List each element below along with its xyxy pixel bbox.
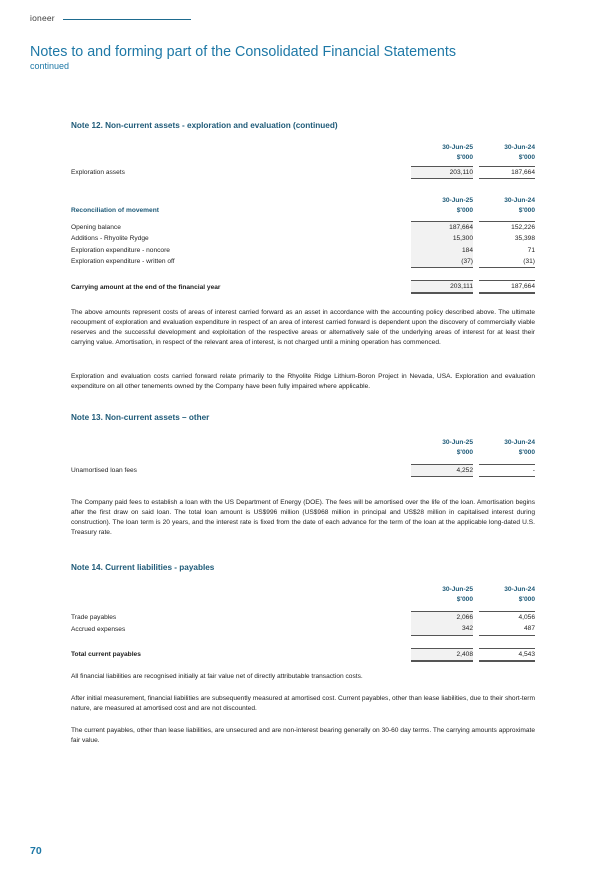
note-12-paragraph-2: Exploration and evaluation costs carried forward relate primarily to the Rhyolite Ridge Lithium-Boron Project in Nevada, USA. Exploration and evaluation expenditure on all other tenements owned by the Company have been fully impaired where applicable. bbox=[71, 373, 535, 391]
row-value-prior: 4,056 bbox=[479, 612, 535, 624]
table-total-row bbox=[71, 281, 535, 294]
row-label: Opening balance bbox=[71, 223, 121, 231]
note-12-table-reconciliation bbox=[71, 196, 535, 294]
row-value-current: 342 bbox=[411, 623, 473, 635]
table-row bbox=[71, 222, 535, 234]
row-value-current: 15,300 bbox=[411, 233, 473, 244]
row-label: Accrued expenses bbox=[71, 625, 126, 633]
total-label: Carrying amount at the end of the financial year bbox=[71, 283, 221, 291]
note-13-title: Note 13. Non-current assets – other bbox=[71, 413, 210, 422]
col-header-prior: 30-Jun-24 bbox=[504, 439, 535, 446]
note-14-table bbox=[71, 585, 535, 662]
row-value-current: 4,252 bbox=[411, 465, 473, 477]
row-value-prior: 152,226 bbox=[479, 222, 535, 234]
table-row bbox=[71, 256, 535, 268]
row-value-current: 187,664 bbox=[411, 222, 473, 234]
row-value-current: (37) bbox=[411, 256, 473, 268]
note-14-paragraph-3: The current payables, other than lease liabilities, are unsecured and are non-interest bearing generally on 30-60 day terms. The carrying amounts approximate fair value. bbox=[71, 727, 535, 745]
table-row bbox=[71, 612, 535, 624]
row-label: Exploration expenditure - noncore bbox=[71, 246, 170, 254]
col-header-current: 30-Jun-25 bbox=[442, 439, 473, 446]
col-header-current: 30-Jun-25 bbox=[442, 144, 473, 151]
brand-name: ioneer bbox=[30, 13, 55, 23]
row-value-prior: 35,398 bbox=[514, 235, 535, 243]
table-total-row bbox=[71, 648, 535, 661]
row-value-prior: - bbox=[479, 465, 535, 477]
note-12-table-assets bbox=[71, 143, 535, 179]
note-13-paragraph: The Company paid fees to establish a loan with the US Department of Energy (DOE). The fees will be amortised over the life of the loan. Amortisation begins after the first draw on said loan. The total loan amount is US$996 million (US$968 million in principal and US$28 million in capitalised interest during construction). The loan term is 20 years, and the interest rate is fixed from the date of each advance for the term of the loan at the applicable long-dated U.S. Treasury rate. bbox=[71, 499, 535, 537]
note-12-paragraph-1: The above amounts represent costs of areas of interest carried forward as an asset in accordance with the accounting policy described above. The ultimate recoupment of exploration and evaluation expenditure in respect of an area of interest carried forward is dependent upon the discovery of commercially viable reserves and the successful development and exploitation of the respective areas or alternatively sale of the underlying areas of interest for at least their carrying value. Amortisation, in respect of the relevant area of interest, is not charged until a mining operation has commenced. bbox=[71, 309, 535, 347]
note-13-table bbox=[71, 438, 535, 477]
row-value-current: 2,066 bbox=[411, 612, 473, 624]
row-label: Exploration expenditure - written off bbox=[71, 258, 175, 266]
reconciliation-heading: Reconciliation of movement bbox=[71, 207, 159, 214]
total-label: Total current payables bbox=[71, 650, 141, 658]
total-value-current: 2,408 bbox=[411, 648, 473, 661]
col-header-current: 30-Jun-25 bbox=[442, 197, 473, 204]
total-value-prior: 4,543 bbox=[479, 648, 535, 661]
row-value-prior: 187,664 bbox=[479, 167, 535, 179]
unit-header-current: $'000 bbox=[456, 154, 473, 161]
unit-header-current: $'000 bbox=[456, 207, 473, 214]
table-row bbox=[71, 623, 535, 635]
unit-header-prior: $'000 bbox=[518, 154, 535, 161]
table-row bbox=[71, 233, 535, 244]
row-value-prior: 487 bbox=[479, 623, 535, 635]
row-value-prior: (31) bbox=[479, 256, 535, 268]
unit-header-prior: $'000 bbox=[518, 449, 535, 456]
col-header-prior: 30-Jun-24 bbox=[504, 197, 535, 204]
table-row bbox=[71, 245, 535, 256]
row-value-current: 203,110 bbox=[411, 167, 473, 179]
total-value-prior: 187,664 bbox=[479, 281, 535, 294]
unit-header-current: $'000 bbox=[456, 449, 473, 456]
table-row bbox=[71, 167, 535, 179]
page-subtitle: continued bbox=[30, 61, 70, 71]
col-header-prior: 30-Jun-24 bbox=[504, 586, 535, 593]
unit-header-current: $'000 bbox=[456, 596, 473, 603]
note-14-paragraph-2: After initial measurement, financial liabilities are subsequently measured at amortised cost. Current payables, other than lease liabilities, due to their short-term nature, are measured at amortised cost and are not discounted. bbox=[71, 695, 535, 713]
note-14-title: Note 14. Current liabilities - payables bbox=[71, 563, 215, 572]
header-rule bbox=[63, 19, 191, 20]
col-header-prior: 30-Jun-24 bbox=[504, 144, 535, 151]
row-value-prior: 71 bbox=[527, 246, 535, 254]
note-12-title: Note 12. Non-current assets - exploration and evaluation (continued) bbox=[71, 121, 338, 130]
row-value-current: 184 bbox=[411, 245, 473, 256]
row-label: Trade payables bbox=[71, 613, 117, 621]
col-header-current: 30-Jun-25 bbox=[442, 586, 473, 593]
unit-header-prior: $'000 bbox=[518, 596, 535, 603]
table-row bbox=[71, 465, 535, 477]
unit-header-prior: $'000 bbox=[518, 207, 535, 214]
row-label: Unamortised loan fees bbox=[71, 467, 137, 475]
row-label: Additions - Rhyolite Rydge bbox=[71, 235, 149, 243]
note-14-paragraph-1: All financial liabilities are recognised initially at fair value net of directly attributable transaction costs. bbox=[71, 673, 363, 680]
page-number: 70 bbox=[30, 845, 42, 857]
row-label: Exploration assets bbox=[71, 169, 125, 177]
page-title: Notes to and forming part of the Consolidated Financial Statements bbox=[30, 44, 456, 60]
total-value-current: 203,111 bbox=[411, 281, 473, 294]
